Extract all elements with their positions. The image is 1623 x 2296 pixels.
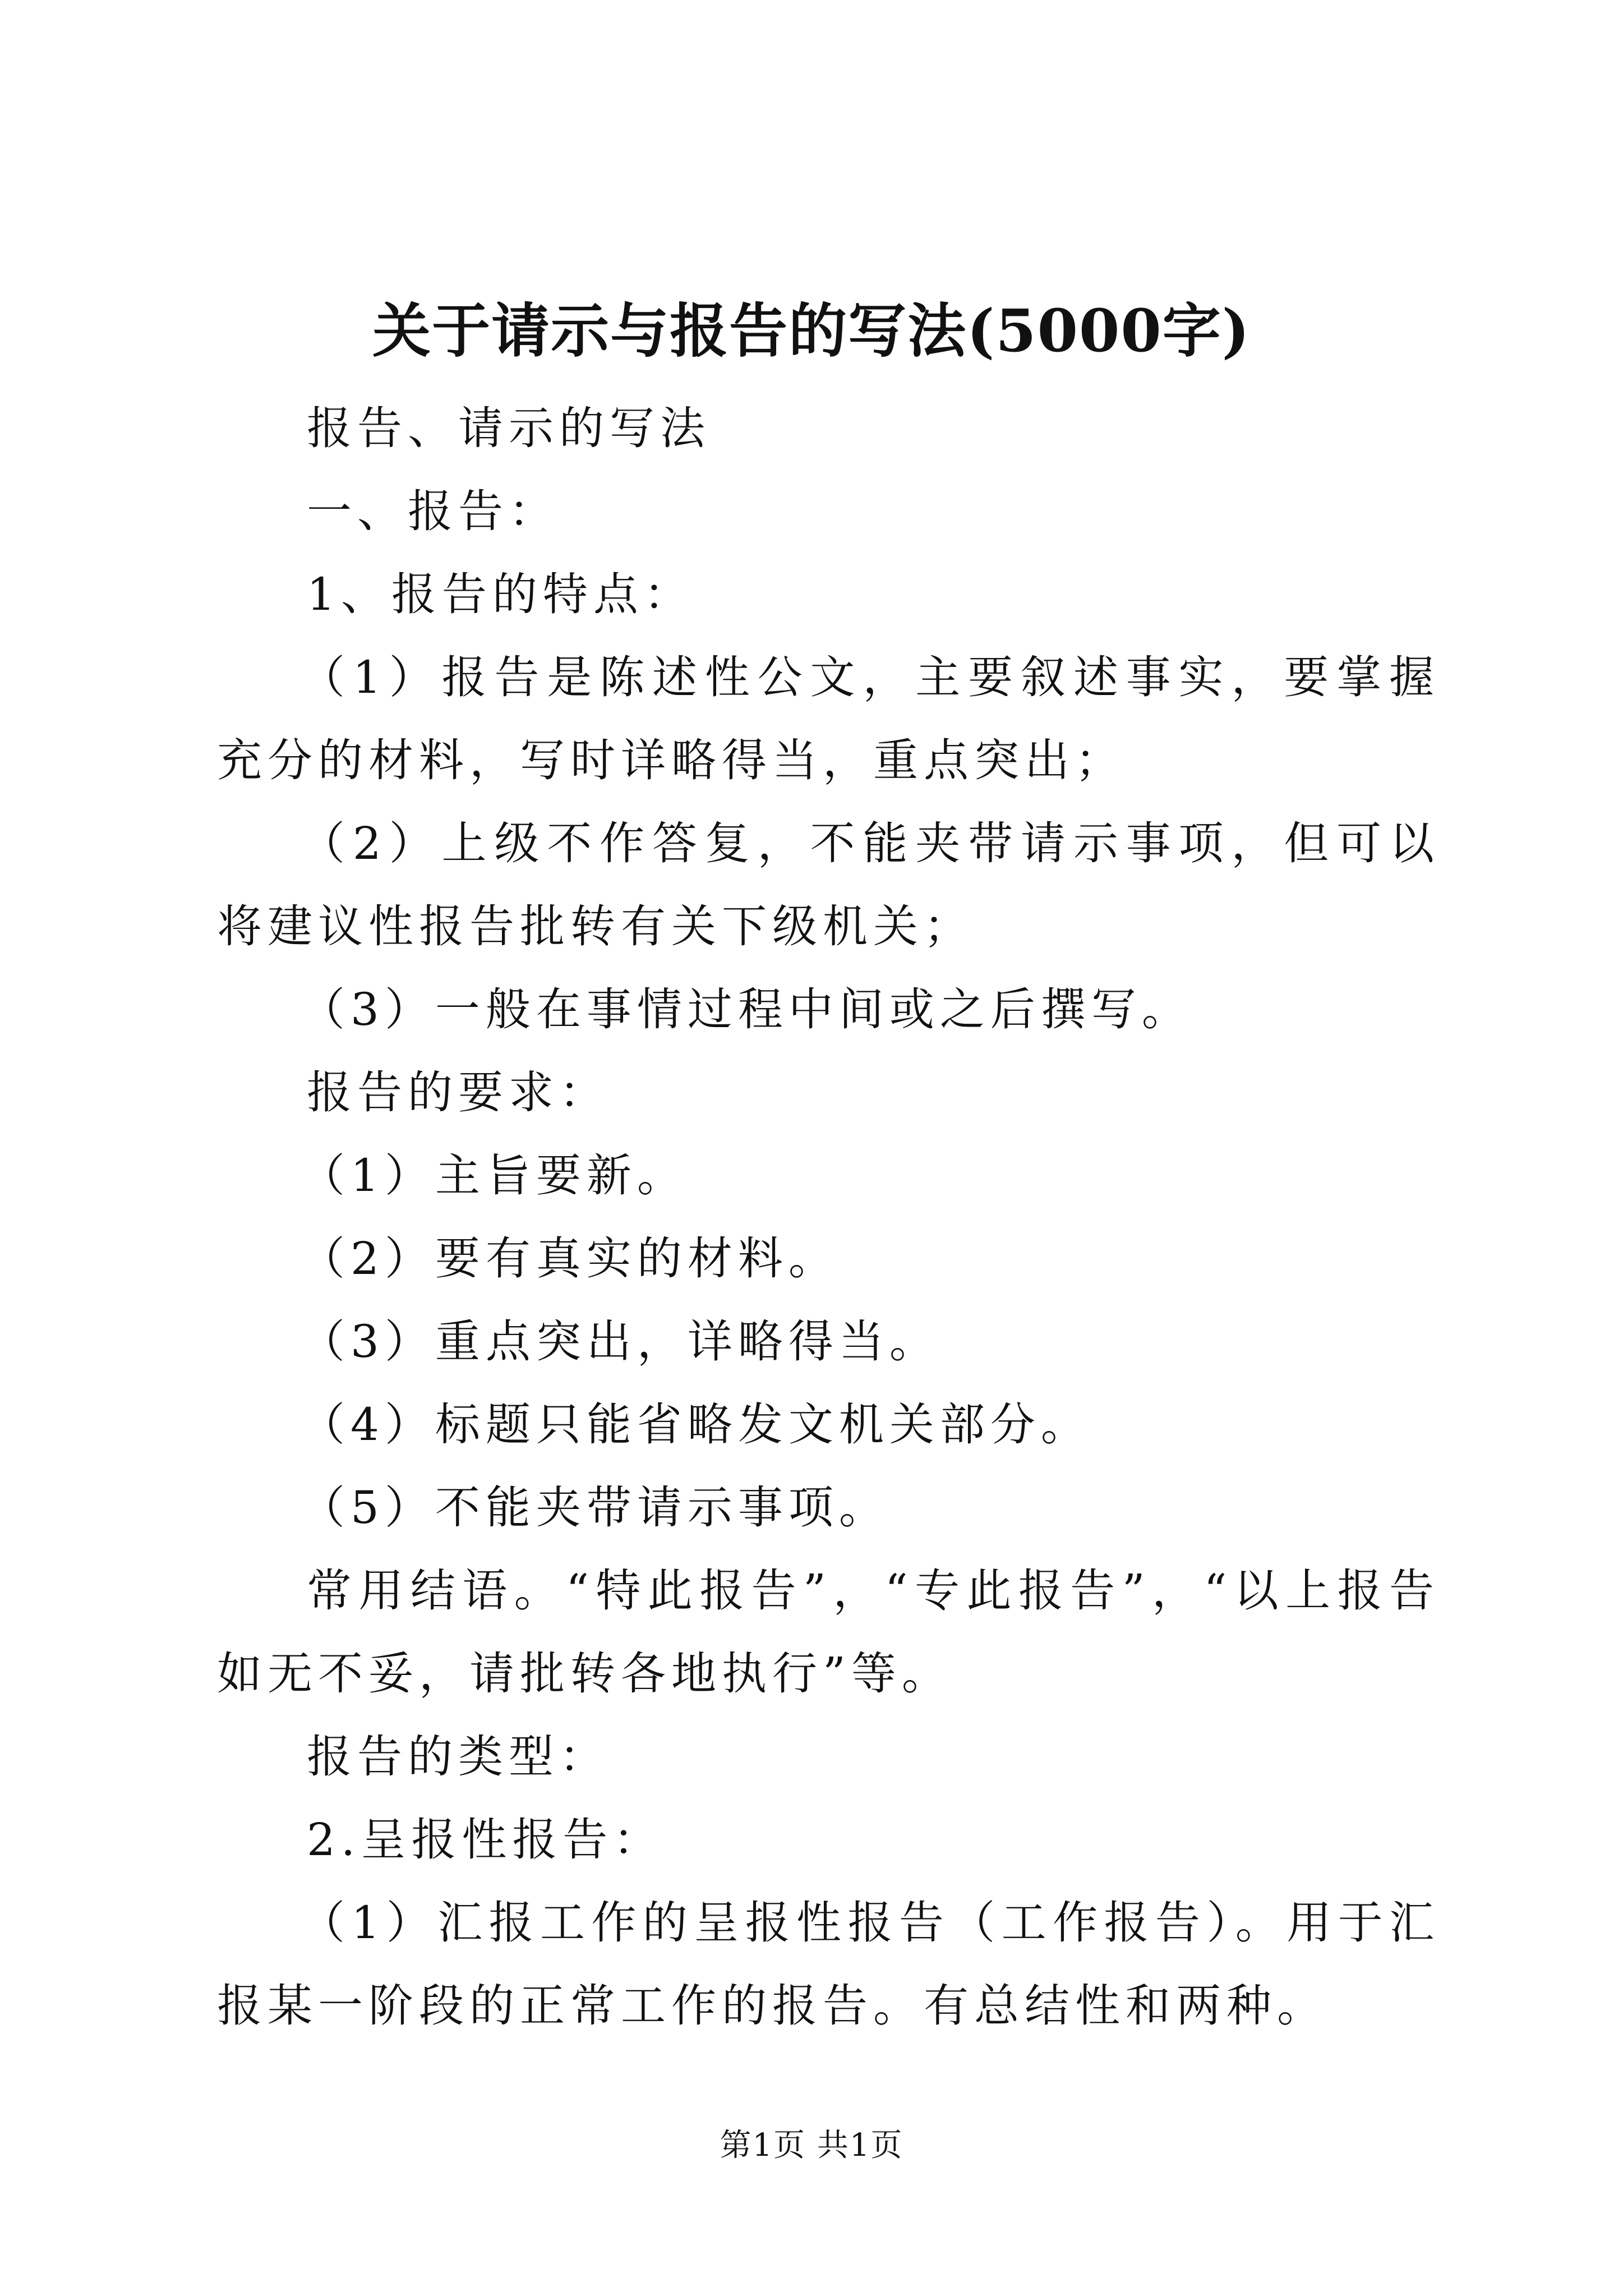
paragraph: 报告的要求： [307, 1066, 610, 1119]
paragraph: 2.呈报性报告： [307, 1814, 664, 1866]
paragraph: （3）一般在事情过程中间或之后撰写。 [300, 983, 1192, 1036]
paragraph: （2）要有真实的材料。 [300, 1232, 839, 1285]
paragraph: （1）报告是陈述性公文，主要叙述事实，要掌握充分的材料，写时详略得当，重点突出； [217, 651, 1440, 786]
paragraph: 1、报告的特点： [307, 568, 694, 620]
page-footer: 第1页 共1页 [720, 2127, 903, 2164]
paragraph: （4）标题只能省略发文机关部分。 [300, 1398, 1091, 1451]
document-body [217, 387, 1440, 2047]
paragraph: 常用结语。“特此报告”，“专此报告”，“以上报告如无不妥，请批转各地执行”等。 [217, 1565, 1440, 1700]
paragraph: 报告、请示的写法 [307, 402, 711, 454]
paragraph: （5）不能夹带请示事项。 [300, 1481, 889, 1534]
paragraph: （1）汇报工作的呈报性报告（工作报告）。用于汇报某一阶段的正常工作的报告。有总结性和两种。 [217, 1897, 1440, 2032]
paragraph: 报告的类型： [307, 1731, 610, 1783]
paragraph: （1）主旨要新。 [300, 1149, 688, 1202]
paragraph: 一、报告： [307, 485, 559, 537]
paragraph: （3）重点突出，详略得当。 [300, 1315, 940, 1368]
paragraph: （2）上级不作答复，不能夹带请示事项，但可以将建议性报告批转有关下级机关； [217, 817, 1440, 953]
document-title: 关于请示与报告的写法(5000字) [372, 296, 1251, 365]
